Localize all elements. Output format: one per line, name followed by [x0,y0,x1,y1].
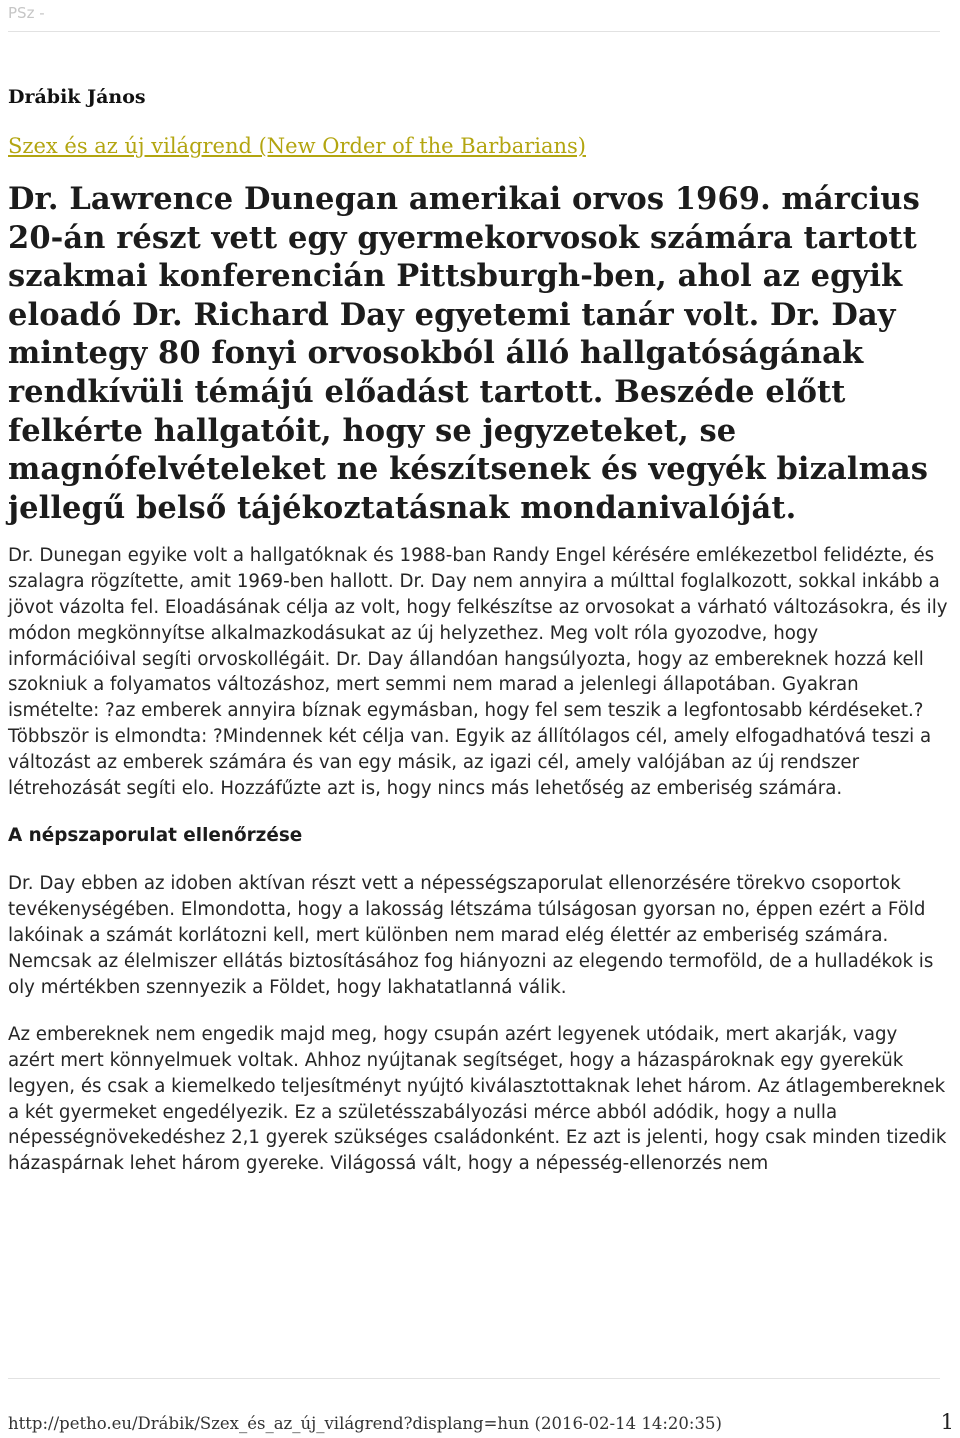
paragraph-3: Az embereknek nem engedik majd meg, hogy csupán azért legyenek utódaik, mert akarják, vagy azért mert könnyelmuek voltak. Ahhoz nyújtanak segítséget, hogy a házaspároknak egy gyerekük legyen, és csak a kiemelkedo teljesítményt nyújtó kiválasztottaknak lehet három. Az átlagembereknek a két gyermeket engedélyezik. Ez a születésszabályozási mérce abból adódik, hogy a nulla népességnövekedéshez 2,1 gyerek szükséges családonként. Ez azt is jelenti, hogy csak minden tizedik házaspárnak lehet három gyereke. Világossá vált, hogy a népesség-ellenorzés nem [8,1024,947,1175]
footer-divider [8,1378,940,1379]
paragraph-2: Dr. Day ebben az idoben aktívan részt vett a népességszaporulat ellenorzésére törekvo csoportok tevékenységében. Elmondotta, hogy a lakosság létszáma túlságosan gyorsan no, éppen ezért a Föld lakóinak a számát korlátozni kell, mert különben nem marad elég élettér az emberiség számára. Nemcsak az élelmiszer ellátás biztosításához fog hiányozni az elegendo termoföld, de a hulladékok is oly mértékben szennyezik a Földet, hogy lakhatatlanná válik. [8,873,934,998]
header-divider [8,31,940,32]
article-lead: Dr. Lawrence Dunegan amerikai orvos 1969. március 20-án részt vett egy gyermekorvosok számára tartott szakmai konferencián Pittsburgh-ben, ahol az egyik eloadó Dr. Richard Day egyetemi tanár volt. Dr. Day mintegy 80 fonyi orvosokból álló hallgatóságának rendkívüli témájú előadást tartott. Beszéde előtt felkérte hallgatóit, hogy se jegyzeteket, se magnófelvételeket ne készítsenek és vegyék bizalmas jellegű belső tájékoztatásnak mondanivalóját. [8,181,929,526]
article-author: Drábik János [8,86,146,108]
section-heading: A népszaporulat ellenőrzése [8,825,303,847]
page-header [8,0,940,30]
paragraph-1: Dr. Dunegan egyike volt a hallgatóknak és 1988-ban Randy Engel kérésére emlékezetbol felidézte, és szalagra rögzítette, amit 1969-ben hallott. Dr. Day nem annyira a múlttal foglalkozott, sokkal inkább a jövot vázolta fel. Eloadásának célja az volt, hogy felkészítse az orvosokat a várható változásokra, és ily módon megkönnyítse alkalmazkodásukat az új helyzethez. Meg volt róla gyozodve, hogy információival segíti orvoskollégáit. Dr. Day állandóan hangsúlyozta, hogy az embereknek hozzá kell szokniuk a folyamatos változáshoz, mert semmi nem marad a jelenlegi állapotában. Gyakran ismételte: ?az emberek annyira bíznak egymásban, hogy fel sem teszik a legfontosabb kérdéseket.? Többször is elmondta: ?Mindennek két célja van. Egyik az állítólagos cél, amely elfogadhatóvá teszi a változást az emberek számára és van egy másik, az igazi cél, amely valójában az új rendszer létrehozását segíti elo. Hozzáfűzte azt is, hogy nincs más lehetőség az emberiség számára. [8,545,948,799]
page-number: 1 [940,1410,954,1434]
article-title-link[interactable]: Szex és az új világrend (New Order of the Barbarians) [8,134,586,158]
header-title: PSz - [8,4,45,22]
footer-url: http://petho.eu/Drábik/Szex_és_az_új_világrend?displang=hun (2016-02-14 14:20:35) [8,1414,722,1433]
article-body [8,84,948,1199]
